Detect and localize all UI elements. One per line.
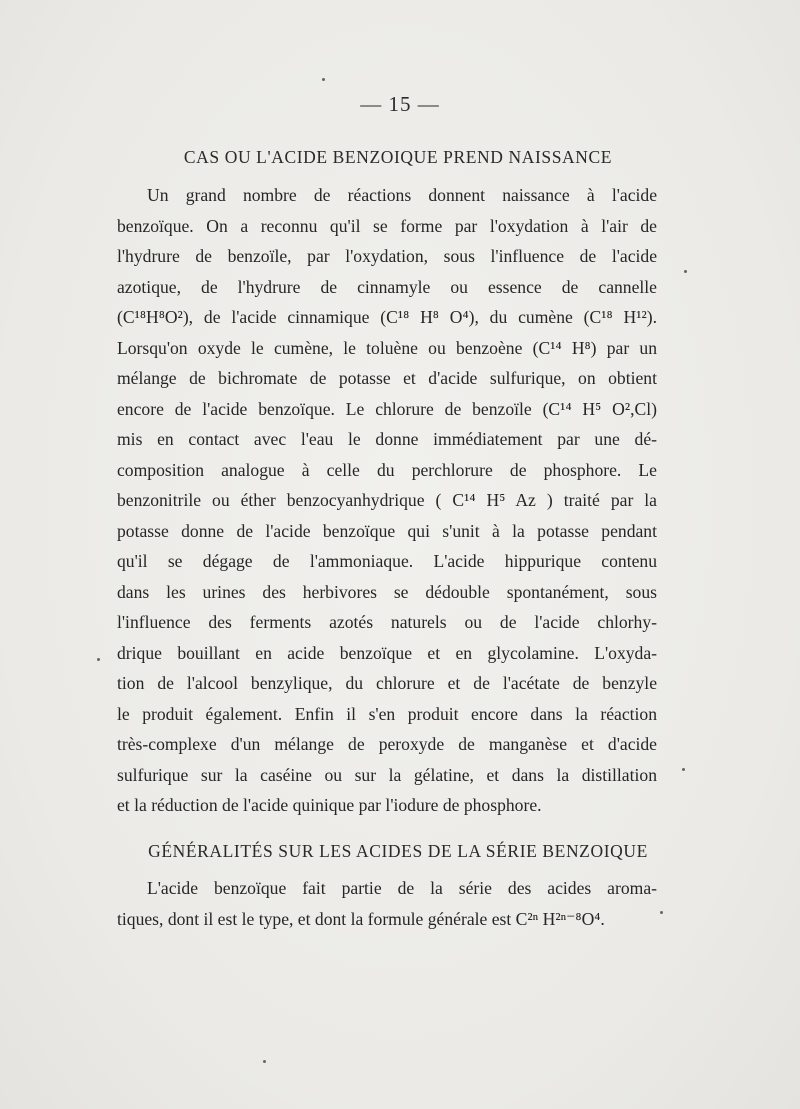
- page-number: — 15 —: [360, 92, 440, 116]
- text-line: L'acide benzoïque fait partie de la série des acides aroma-: [147, 878, 657, 898]
- text-line: mélange de bichromate de potasse et d'acide sulfurique, on obtient: [117, 368, 657, 388]
- paragraph-origins: [117, 180, 657, 821]
- text-line: et la réduction de l'acide quinique par l'iodure de phosphore.: [117, 795, 542, 815]
- text-line: potasse donne de l'acide benzoïque qui s'unit à la potasse pendant: [117, 520, 657, 541]
- text-line: dans les urines des herbivores se dédouble spontanément, sous: [117, 581, 657, 602]
- paper-speck: [660, 911, 663, 914]
- text-line: encore de l'acide benzoïque. Le chlorure de benzoïle (C¹⁴ H⁵ O²,Cl): [117, 398, 657, 419]
- text-line: très-complexe d'un mélange de peroxyde de manganèse et d'acide: [117, 734, 657, 754]
- text-line: mis en contact avec l'eau le donne immédiatement par une dé-: [117, 429, 657, 449]
- text-line: le produit également. Enfin il s'en produit encore dans la réaction: [117, 703, 657, 724]
- paper-speck: [263, 1060, 266, 1063]
- text-line: l'hydrure de benzoïle, par l'oxydation, sous l'influence de l'acide: [117, 246, 657, 266]
- text-line: Un grand nombre de réactions donnent naissance à l'acide: [147, 185, 657, 205]
- text-line: benzonitrile ou éther benzocyanhydrique ( C¹⁴ H⁵ Az ) traité par la: [117, 490, 657, 510]
- text-line: l'influence des ferments azotés naturels ou de l'acide chlorhy-: [117, 612, 657, 632]
- text-line: tiques, dont il est le type, et dont la formule générale est C²ⁿ H²ⁿ⁻⁸O⁴.: [117, 908, 605, 929]
- text-line: (C¹⁸H⁸O²), de l'acide cinnamique (C¹⁸ H⁸ O⁴), du cumène (C¹⁸ H¹²).: [117, 307, 657, 327]
- section-heading-generalities: GÉNÉRALITÉS SUR LES ACIDES DE LA SÉRIE BENZOIQUE: [148, 841, 648, 861]
- paper-speck: [682, 768, 685, 771]
- paper-speck: [97, 658, 100, 661]
- text-line: composition analogue à celle du perchlorure de phosphore. Le: [117, 459, 657, 480]
- text-line: qu'il se dégage de l'ammoniaque. L'acide hippurique contenu: [117, 551, 657, 571]
- paper-speck: [322, 78, 325, 81]
- text-line: benzoïque. On a reconnu qu'il se forme par l'oxydation à l'air de: [117, 215, 657, 236]
- text-line: drique bouillant en acide benzoïque et en glycolamine. L'oxyda-: [117, 642, 657, 663]
- text-line: Lorsqu'on oxyde le cumène, le toluène ou benzoène (C¹⁴ H⁸) par un: [117, 337, 657, 358]
- paragraph-generalities: [117, 873, 657, 934]
- text-line: sulfurique sur la caséine ou sur la gélatine, et dans la distillation: [117, 764, 657, 785]
- text-line: tion de l'alcool benzylique, du chlorure et de l'acétate de benzyle: [117, 673, 657, 693]
- paper-speck: [684, 270, 687, 273]
- text-line: azotique, de l'hydrure de cinnamyle ou essence de cannelle: [117, 276, 657, 297]
- section-heading-origins: CAS OU L'ACIDE BENZOIQUE PREND NAISSANCE: [183, 147, 613, 167]
